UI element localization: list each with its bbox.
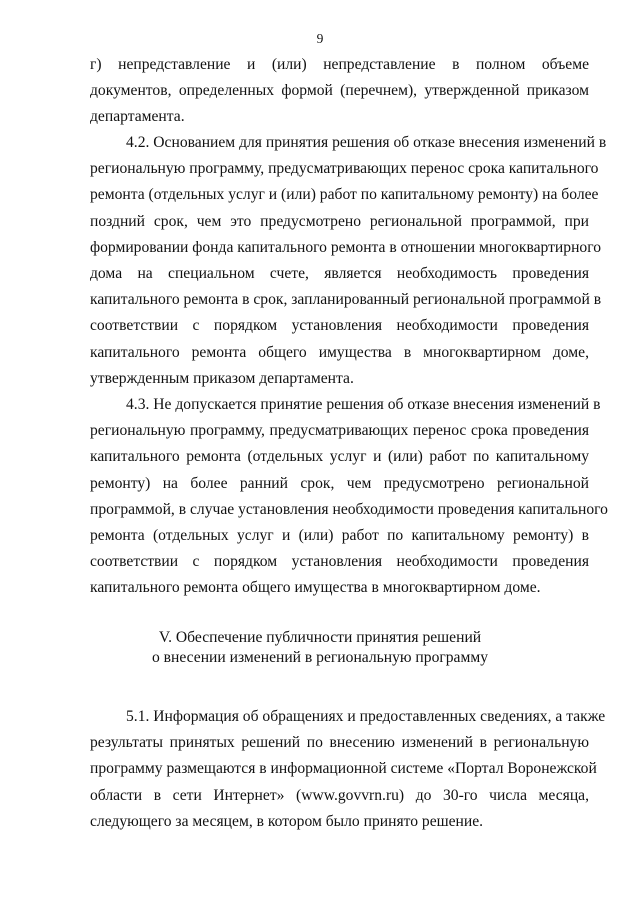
paragraph-line: программой, в случае установления необходимости проведения капитального — [90, 500, 608, 518]
paragraph-line: региональную программу, предусматривающих перенос срока проведения — [90, 422, 589, 440]
paragraph-4-2 — [90, 130, 607, 392]
paragraph-line: капитального ремонта в срок, запланированный региональной программой в — [90, 291, 602, 309]
paragraph-line: 4.2. Основанием для принятия решения об отказе внесения изменений в — [126, 134, 607, 151]
paragraph-g — [90, 52, 589, 131]
paragraph-line: следующего за месяцем, в котором было принято решение. — [90, 812, 484, 830]
paragraph-line: ремонту) на более ранний срок, чем предусмотрено региональной — [90, 474, 589, 492]
paragraph-4-3 — [90, 392, 608, 602]
paragraph-line: капитального ремонта (отдельных услуг и (или) работ по капитальному — [90, 448, 589, 466]
paragraph-5-1 — [90, 704, 606, 835]
paragraph-line: соответствии с порядком установления необходимости проведения — [90, 553, 589, 571]
section-heading-line: о внесении изменений в региональную программу — [151, 649, 489, 666]
paragraph-line: ремонта (отдельных услуг и (или) работ по капитальному ремонту) на более — [90, 186, 599, 204]
paragraph-line: 5.1. Информация об обращениях и предоставленных сведениях, а также — [126, 708, 606, 725]
paragraph-line: области в сети Интернет» (www.govvrn.ru) до 30-го числа месяца, — [90, 786, 589, 804]
paragraph-line: результаты принятых решений по внесению изменений в региональную — [90, 734, 589, 752]
paragraph-line: региональную программу, предусматривающих перенос срока капитального — [90, 160, 599, 178]
section-heading-line: V. Обеспечение публичности принятия решений — [158, 629, 482, 646]
paragraph-line: соответствии с порядком установления необходимости проведения — [90, 317, 589, 335]
paragraph-line: г) непредставление и (или) непредставление в полном объеме — [90, 56, 589, 73]
paragraph-line: поздний срок, чем это предусмотрено региональной программой, при — [90, 212, 589, 230]
paragraph-line: утвержденным приказом департамента. — [90, 369, 354, 387]
paragraph-line: ремонта (отдельных услуг и (или) работ по капитальному ремонту) в — [90, 526, 589, 544]
paragraph-line: дома на специальном счете, является необходимость проведения — [90, 264, 589, 282]
paragraph-line: формировании фонда капитального ремонта в отношении многоквартирного — [90, 238, 602, 256]
section-heading — [0, 628, 640, 668]
paragraph-line: 4.3. Не допускается принятие решения об отказе внесения изменений в — [126, 396, 601, 413]
paragraph-line: департамента. — [90, 108, 185, 126]
page-number: 9 — [316, 31, 324, 46]
paragraph-line: капитального ремонта общего имущества в многоквартирном доме. — [90, 579, 541, 597]
paragraph-line: программу размещаются в информационной системе «Портал Воронежской — [90, 760, 597, 778]
paragraph-line: документов, определенных формой (перечнем), утвержденной приказом — [90, 82, 589, 100]
paragraph-line: капитального ремонта общего имущества в многоквартирном доме, — [90, 343, 589, 361]
